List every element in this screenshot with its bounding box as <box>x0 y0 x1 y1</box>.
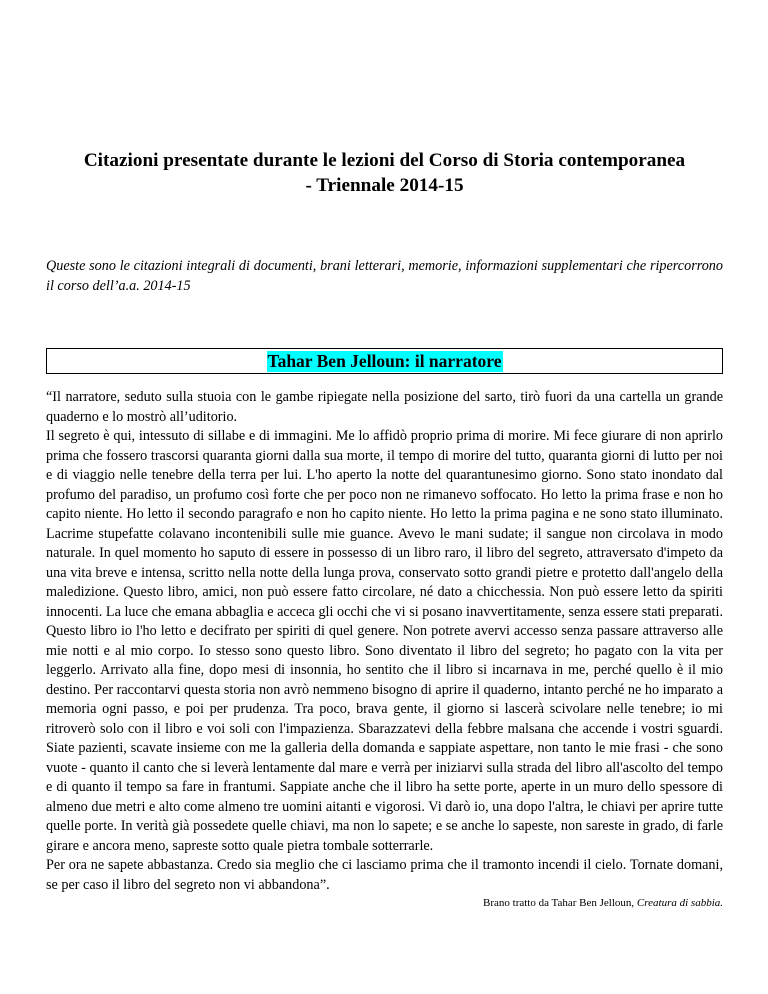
source-work: Creatura di sabbia. <box>636 897 723 909</box>
quote-body <box>46 388 723 895</box>
section-heading-box <box>46 348 723 374</box>
section-title: Tahar Ben Jelloun: il narratore <box>267 350 502 371</box>
intro-text: Queste sono le citazioni integrali di documenti, brani letterari, memorie, informazioni supplementari che ripercorrono il corso dell’a.a. 2014-15 <box>46 258 723 294</box>
document-page <box>46 0 723 911</box>
quote-paragraph: “Il narratore, seduto sulla stuoia con le gambe ripiegate nella posizione del sarto, tirò fuori da una cartella un grande quaderno e lo mostrò all’uditorio. <box>46 389 723 425</box>
title-line-1: Citazioni presentate durante le lezioni del Corso di Storia contemporanea <box>83 150 686 171</box>
source-prefix: Brano tratto da Tahar Ben Jelloun, <box>483 897 637 909</box>
quote-paragraph: Il segreto è qui, intessuto di sillabe e di immagini. Me lo affidò proprio prima di morire. Mi fece giurare di non aprirlo prima che fossero trascorsi quaranta giorni dalla sua morte, il tempo di morire del tutto, quaranta giorni di lutto per noi e di viaggio nelle tenebre della terra per lui. L'ho aperto la notte del quarantunesimo giorno. Sono stato inondato dal profumo del paradiso, un profumo così forte che per poco non ne rimanevo soffocato. Ho letto la prima frase e non ho capito niente. Ho letto il secondo paragrafo e non ho capito niente. Ho letto la prima pagina e ne sono stato illuminato. Lacrime stupefatte colavano incontenibili sulle mie guance. Avevo le mani sudate; il sangue non circolava in modo naturale. In quel momento ho saputo di essere in possesso di un libro raro, il libro del segreto, attraversato d'impeto da una vita breve e intensa, scritto nella notte della lunga prova, conservato sotto grandi pietre e protetto dall'angelo della maledizione. Questo libro, amici, non può essere fatto circolare, né dato a chicchessia. Non può essere letto da spiriti innocenti. La luce che emana abbaglia e acceca gli occhi che vi si posano inavvertitamente, senza essere stati preparati. Questo libro io l'ho letto e decifrato per spiriti di quel genere. Non potrete avervi accesso senza passare attraverso alle mie notti e al mio corpo. Io stesso sono questo libro. Sono diventato il libro del segreto; ho pagato con la vita per leggerlo. Arrivato alla fine, dopo mesi di insonnia, ho sentito che il libro si incarnava in me, perché quello è il mio destino. Per raccontarvi questa storia non avrò nemmeno bisogno di aprire il quaderno, intanto perché ne ho imparato a memoria ogni passo, e poi per prudenza. Tra poco, brava gente, il giorno si lascerà scivolare nelle tenebre; io mi ritroverò solo con il libro e voi soli con l'impazienza. Sbarazzatevi della febbre malsana che accende i vostri sguardi. Siate pazienti, scavate insieme con me la galleria della domanda e sappiate aspettare, non tanto le mie frasi - che sono vuote - quanto il canto che si leverà lentamente dal mare e verrà per iniziarvi sulla strada del libro all'ascolto del tempo e di quanto il tempo sa fare in frantumi. Sappiate anche che il libro ha sette porte, aperte in un muro dello spessore di almeno due metri e alto come almeno tre uomini aitanti e vigorosi. Vi darò io, una dopo l'altra, le chiavi per aprire tutte quelle porte. In verità già possedete quelle chiavi, ma non lo sapete; e se anche lo sapeste, non sareste in grado, di farle girare e ancora meno, sapreste sotto quale pietra tombale sotterrarle. <box>46 428 723 854</box>
document-title <box>46 148 723 198</box>
quote-paragraph: Per ora ne sapete abbastanza. Credo sia meglio che ci lasciamo prima che il tramonto incendi il cielo. Tornate domani, se per caso il libro del segreto non vi abbandona”. <box>46 857 723 893</box>
source-citation <box>46 896 723 911</box>
title-line-2: - Triennale 2014-15 <box>305 175 464 196</box>
